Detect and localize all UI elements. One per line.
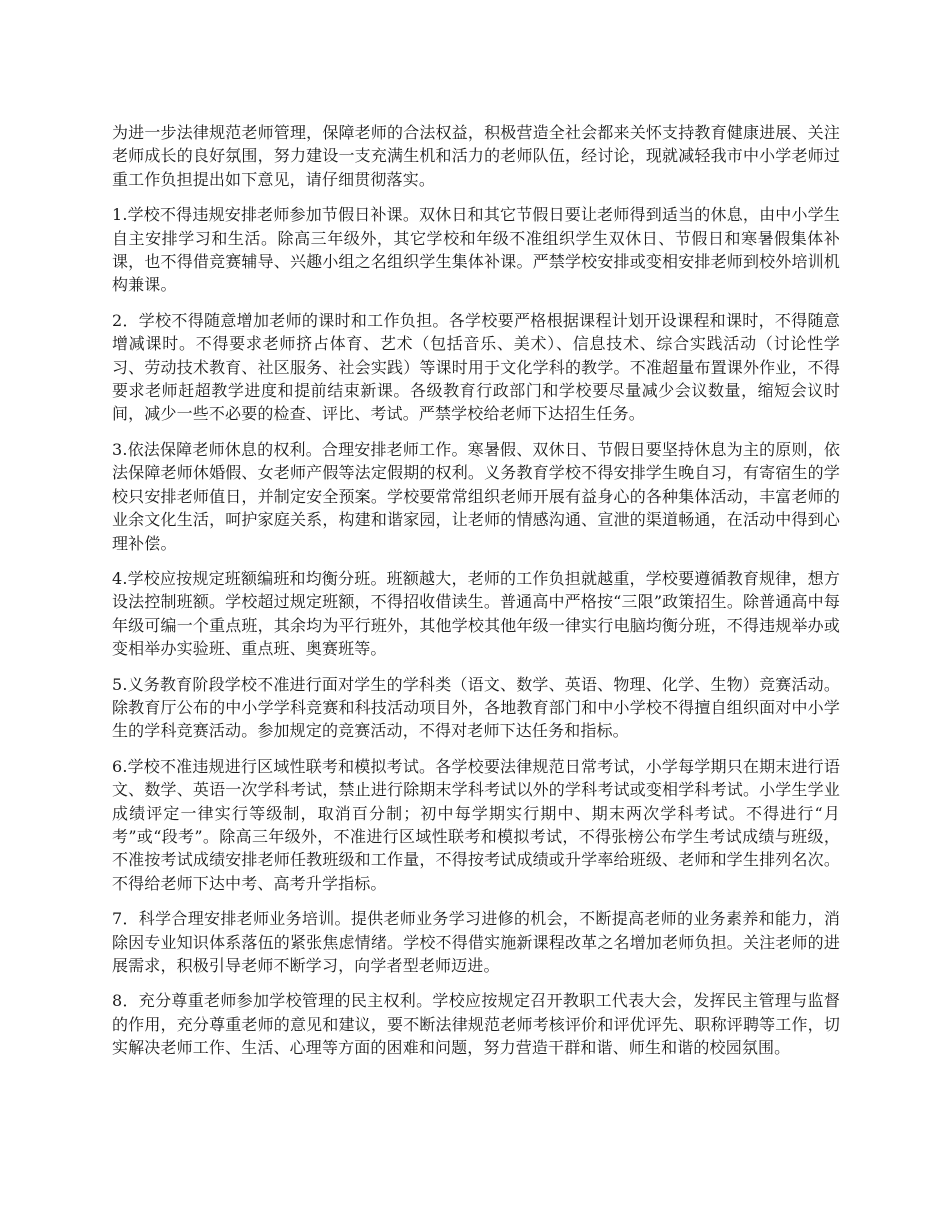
item-5-paragraph: 5.义务教育阶段学校不准进行面对学生的学科类（语文、数学、英语、物理、化学、生物）竞赛活动。除教育厅公布的中小学学科竞赛和科技活动项目外，各地教育部门和中小学校不得擅自组织面对中小学生的学科竞赛活动。参加规定的竞赛活动，不得对老师下达任务和指标。 xyxy=(112,674,840,741)
intro-paragraph: 为进一步法律规范老师管理，保障老师的合法权益，积极营造全社会都来关怀支持教育健康进展、关注老师成长的良好氛围，努力建设一支充满生机和活力的老师队伍，经讨论，现就减轻我市中小学老师过重工作负担提出如下意见，请仔细贯彻落实。 xyxy=(112,123,840,189)
item-1-paragraph: 1.学校不得违规安排老师参加节假日补课。双休日和其它节假日要让老师得到适当的休息，由中小学生自主安排学习和生活。除高三年级外，其它学校和年级不准组织学生双休日、节假日和寒暑假集体补课，也不得借竞赛辅导、兴趣小组之名组织学生集体补课。严禁学校安排或变相安排老师到校外培训机构兼课。 xyxy=(112,205,840,295)
item-7-paragraph: 7．科学合理安排老师业务培训。提供老师业务学习进修的机会，不断提高老师的业务素养和能力，消除因专业知识体系落伍的紧张焦虑情绪。学校不得借实施新课程改革之名增加老师负担。关注老师的进展需求，积极引导老师不断学习，向学者型老师迈进。 xyxy=(112,909,840,975)
item-3-paragraph: 3.依法保障老师休息的权利。合理安排老师工作。寒暑假、双休日、节假日要坚持休息为主的原则，依法保障老师休婚假、女老师产假等法定假期的权利。义务教育学校不得安排学生晚自习，有寄宿生的学校只安排老师值日，并制定安全预案。学校要常常组织老师开展有益身心的各种集体活动，丰富老师的业余文化生活，呵护家庭关系，构建和谐家园，让老师的情感沟通、宣泄的渠道畅通，在活动中得到心理补偿。 xyxy=(112,439,840,553)
item-4-paragraph: 4.学校应按规定班额编班和均衡分班。班额越大，老师的工作负担就越重，学校要遵循教育规律，想方设法控制班额。学校超过规定班额，不得招收借读生。普通高中严格按“三限”政策招生。除普通高中每年级可编一个重点班，其余均为平行班外，其他学校其他年级一律实行电脑均衡分班，不得违规举办或变相举办实验班、重点班、奥赛班等。 xyxy=(112,568,840,659)
item-6-paragraph: 6.学校不准违规进行区域性联考和模拟考试。各学校要法律规范日常考试，小学每学期只在期末进行语文、数学、英语一次学科考试，禁止进行除期末学科考试以外的学科考试或变相学科考试。小学生学业成绩评定一律实行等级制，取消百分制；初中每学期实行期中、期末两次学科考试。不得进行“月考”或“段考”。除高三年级外，不准进行区域性联考和模拟考试，不得张榜公布学生考试成绩与班级，不准按考试成绩安排老师任教班级和工作量，不得按考试成绩或升学率给班级、老师和学生排列名次。不得给老师下达中考、高考升学指标。 xyxy=(112,756,840,893)
item-2-paragraph: 2．学校不得随意增加老师的课时和工作负担。各学校要严格根据课程计划开设课程和课时，不得随意增减课时。不得要求老师挤占体育、艺术（包括音乐、美术）、信息技术、综合实践活动（讨论性学习、劳动技术教育、社区服务、社会实践）等课时用于文化学科的教学。不准超量布置课外作业，不得要求老师赶超教学进度和提前结束新课。各级教育行政部门和学校要尽量减少会议数量，缩短会议时间，减少一些不必要的检查、评比、考试。严禁学校给老师下达招生任务。 xyxy=(112,310,840,424)
item-8-paragraph: 8．充分尊重老师参加学校管理的民主权利。学校应按规定召开教职工代表大会，发挥民主管理与监督的作用，充分尊重老师的意见和建议，要不断法律规范老师考核评价和评优评先、职称评聘等工作，切实解决老师工作、生活、心理等方面的困难和问题，努力营造干群和谐、师生和谐的校园氛围。 xyxy=(112,991,840,1058)
document-body xyxy=(112,121,840,1072)
